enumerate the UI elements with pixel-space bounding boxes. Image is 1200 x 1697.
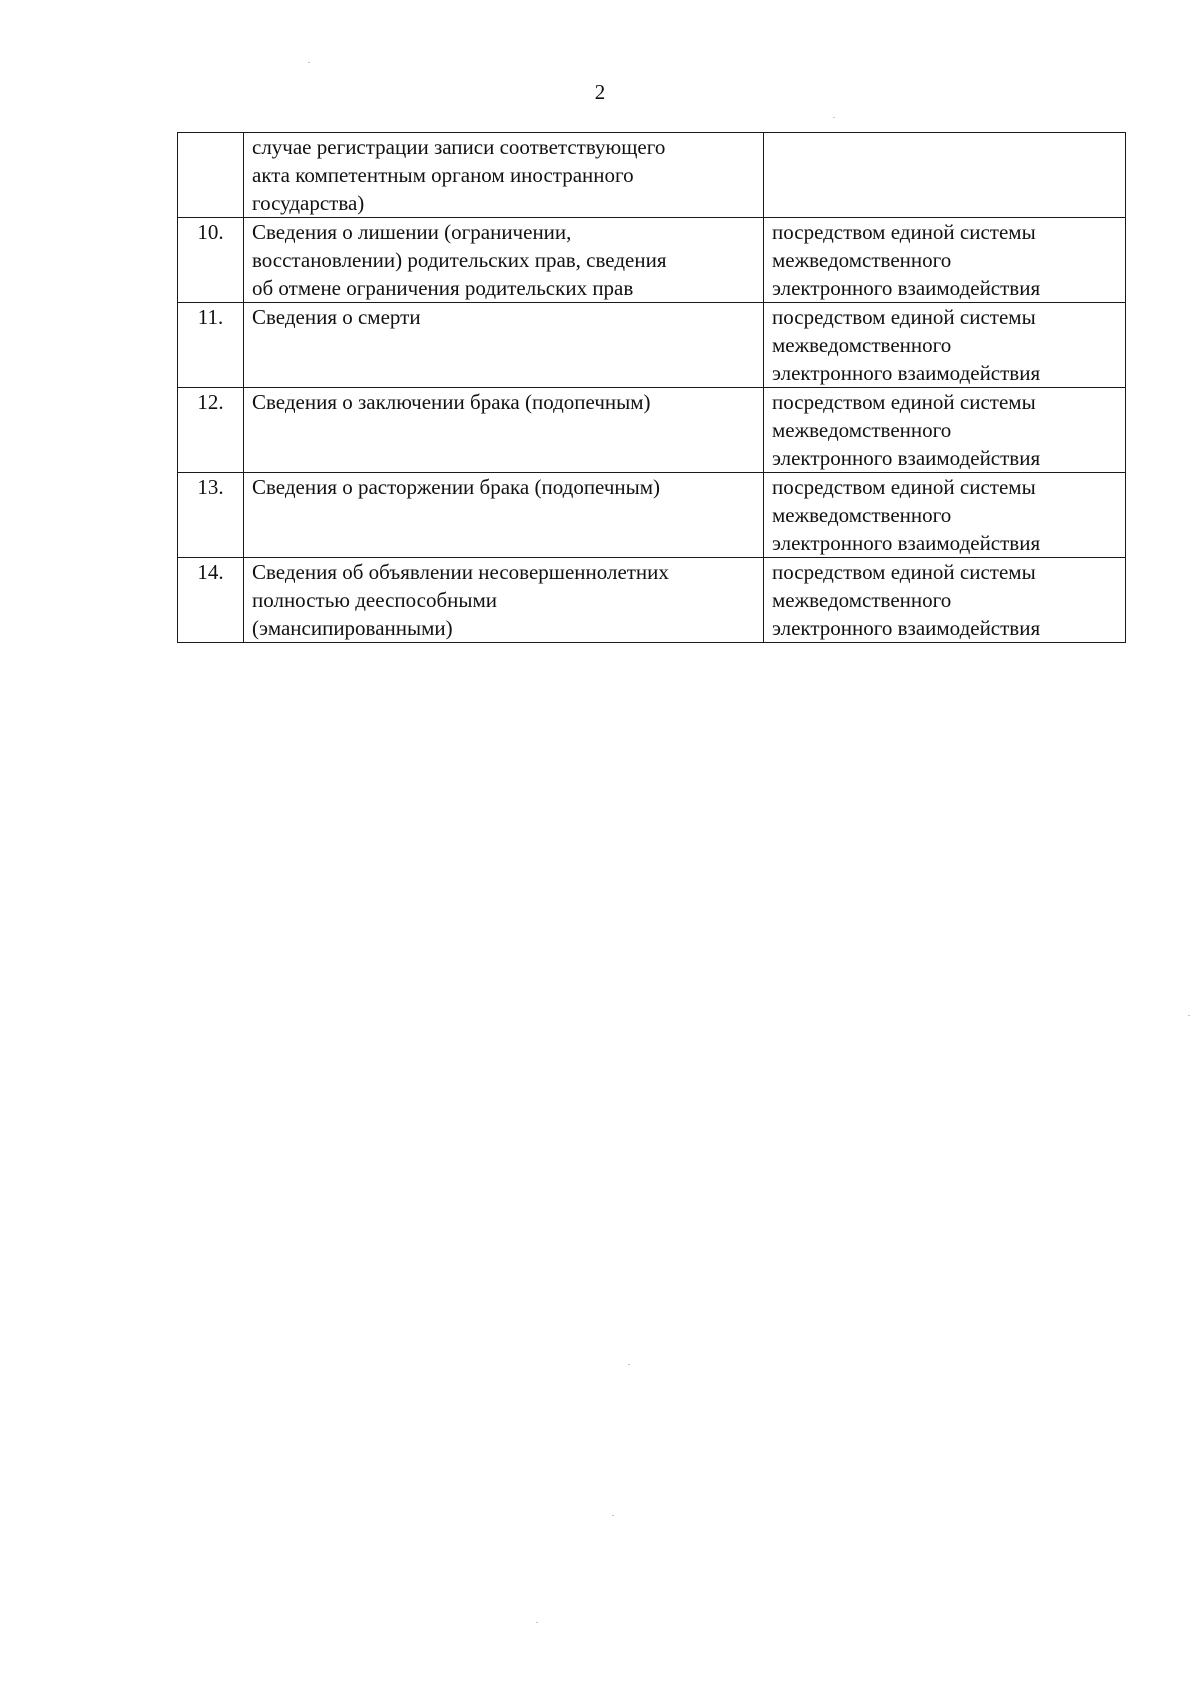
method-line: посредством единой системы <box>772 305 1036 329</box>
info-line: полностью дееспособными <box>252 588 498 612</box>
method-cell <box>764 388 1126 473</box>
row-number <box>178 133 244 218</box>
method-line: посредством единой системы <box>772 560 1036 584</box>
method-line: межведомственного <box>772 588 952 612</box>
method-line: электронного взаимодействия <box>772 616 1041 640</box>
info-line: Сведения о заключении брака (подопечным) <box>252 390 651 414</box>
row-number: 14. <box>178 558 244 643</box>
info-line: восстановлении) родительских прав, сведения <box>252 248 667 272</box>
method-line: электронного взаимодействия <box>772 531 1041 555</box>
method-line: электронного взаимодействия <box>772 361 1041 385</box>
info-line: Сведения об объявлении несовершеннолетних <box>252 560 669 584</box>
info-line: Сведения о расторжении брака (подопечным) <box>252 475 661 499</box>
info-line: Сведения о лишении (ограничении, <box>252 220 572 244</box>
scan-speck <box>1188 1015 1190 1016</box>
info-line: Сведения о смерти <box>252 305 421 329</box>
row-number: 10. <box>178 218 244 303</box>
scan-speck <box>536 1622 538 1623</box>
table-row <box>178 388 1126 473</box>
table-row <box>178 303 1126 388</box>
method-line: межведомственного <box>772 503 952 527</box>
row-number: 11. <box>178 303 244 388</box>
table-row <box>178 133 1126 218</box>
info-cell <box>244 558 764 643</box>
method-cell <box>764 473 1126 558</box>
method-line: посредством единой системы <box>772 475 1036 499</box>
scan-speck <box>833 117 835 118</box>
method-line: межведомственного <box>772 418 952 442</box>
info-cell <box>244 133 764 218</box>
info-line: об отмене ограничения родительских прав <box>252 276 634 300</box>
table-row <box>178 218 1126 303</box>
info-cell <box>244 473 764 558</box>
scan-speck <box>628 1364 630 1365</box>
method-cell <box>764 218 1126 303</box>
info-line: (эмансипированными) <box>252 616 453 640</box>
method-line: посредством единой системы <box>772 390 1036 414</box>
method-line: электронного взаимодействия <box>772 446 1041 470</box>
table-row <box>178 558 1126 643</box>
info-cell <box>244 303 764 388</box>
page-number: 2 <box>594 80 606 104</box>
row-number: 13. <box>178 473 244 558</box>
scan-speck <box>308 62 310 63</box>
method-cell <box>764 303 1126 388</box>
row-number: 12. <box>178 388 244 473</box>
data-table <box>177 132 1126 643</box>
method-line: посредством единой системы <box>772 220 1036 244</box>
info-line: случае регистрации записи соответствующего <box>252 135 666 159</box>
method-cell <box>764 558 1126 643</box>
method-line: межведомственного <box>772 248 952 272</box>
scan-speck <box>612 1515 614 1516</box>
info-cell <box>244 218 764 303</box>
info-line: акта компетентным органом иностранного <box>252 163 634 187</box>
method-line: электронного взаимодействия <box>772 276 1041 300</box>
method-line: межведомственного <box>772 333 952 357</box>
info-line: государства) <box>252 191 365 215</box>
info-cell <box>244 388 764 473</box>
table-row <box>178 473 1126 558</box>
method-cell <box>764 133 1126 218</box>
